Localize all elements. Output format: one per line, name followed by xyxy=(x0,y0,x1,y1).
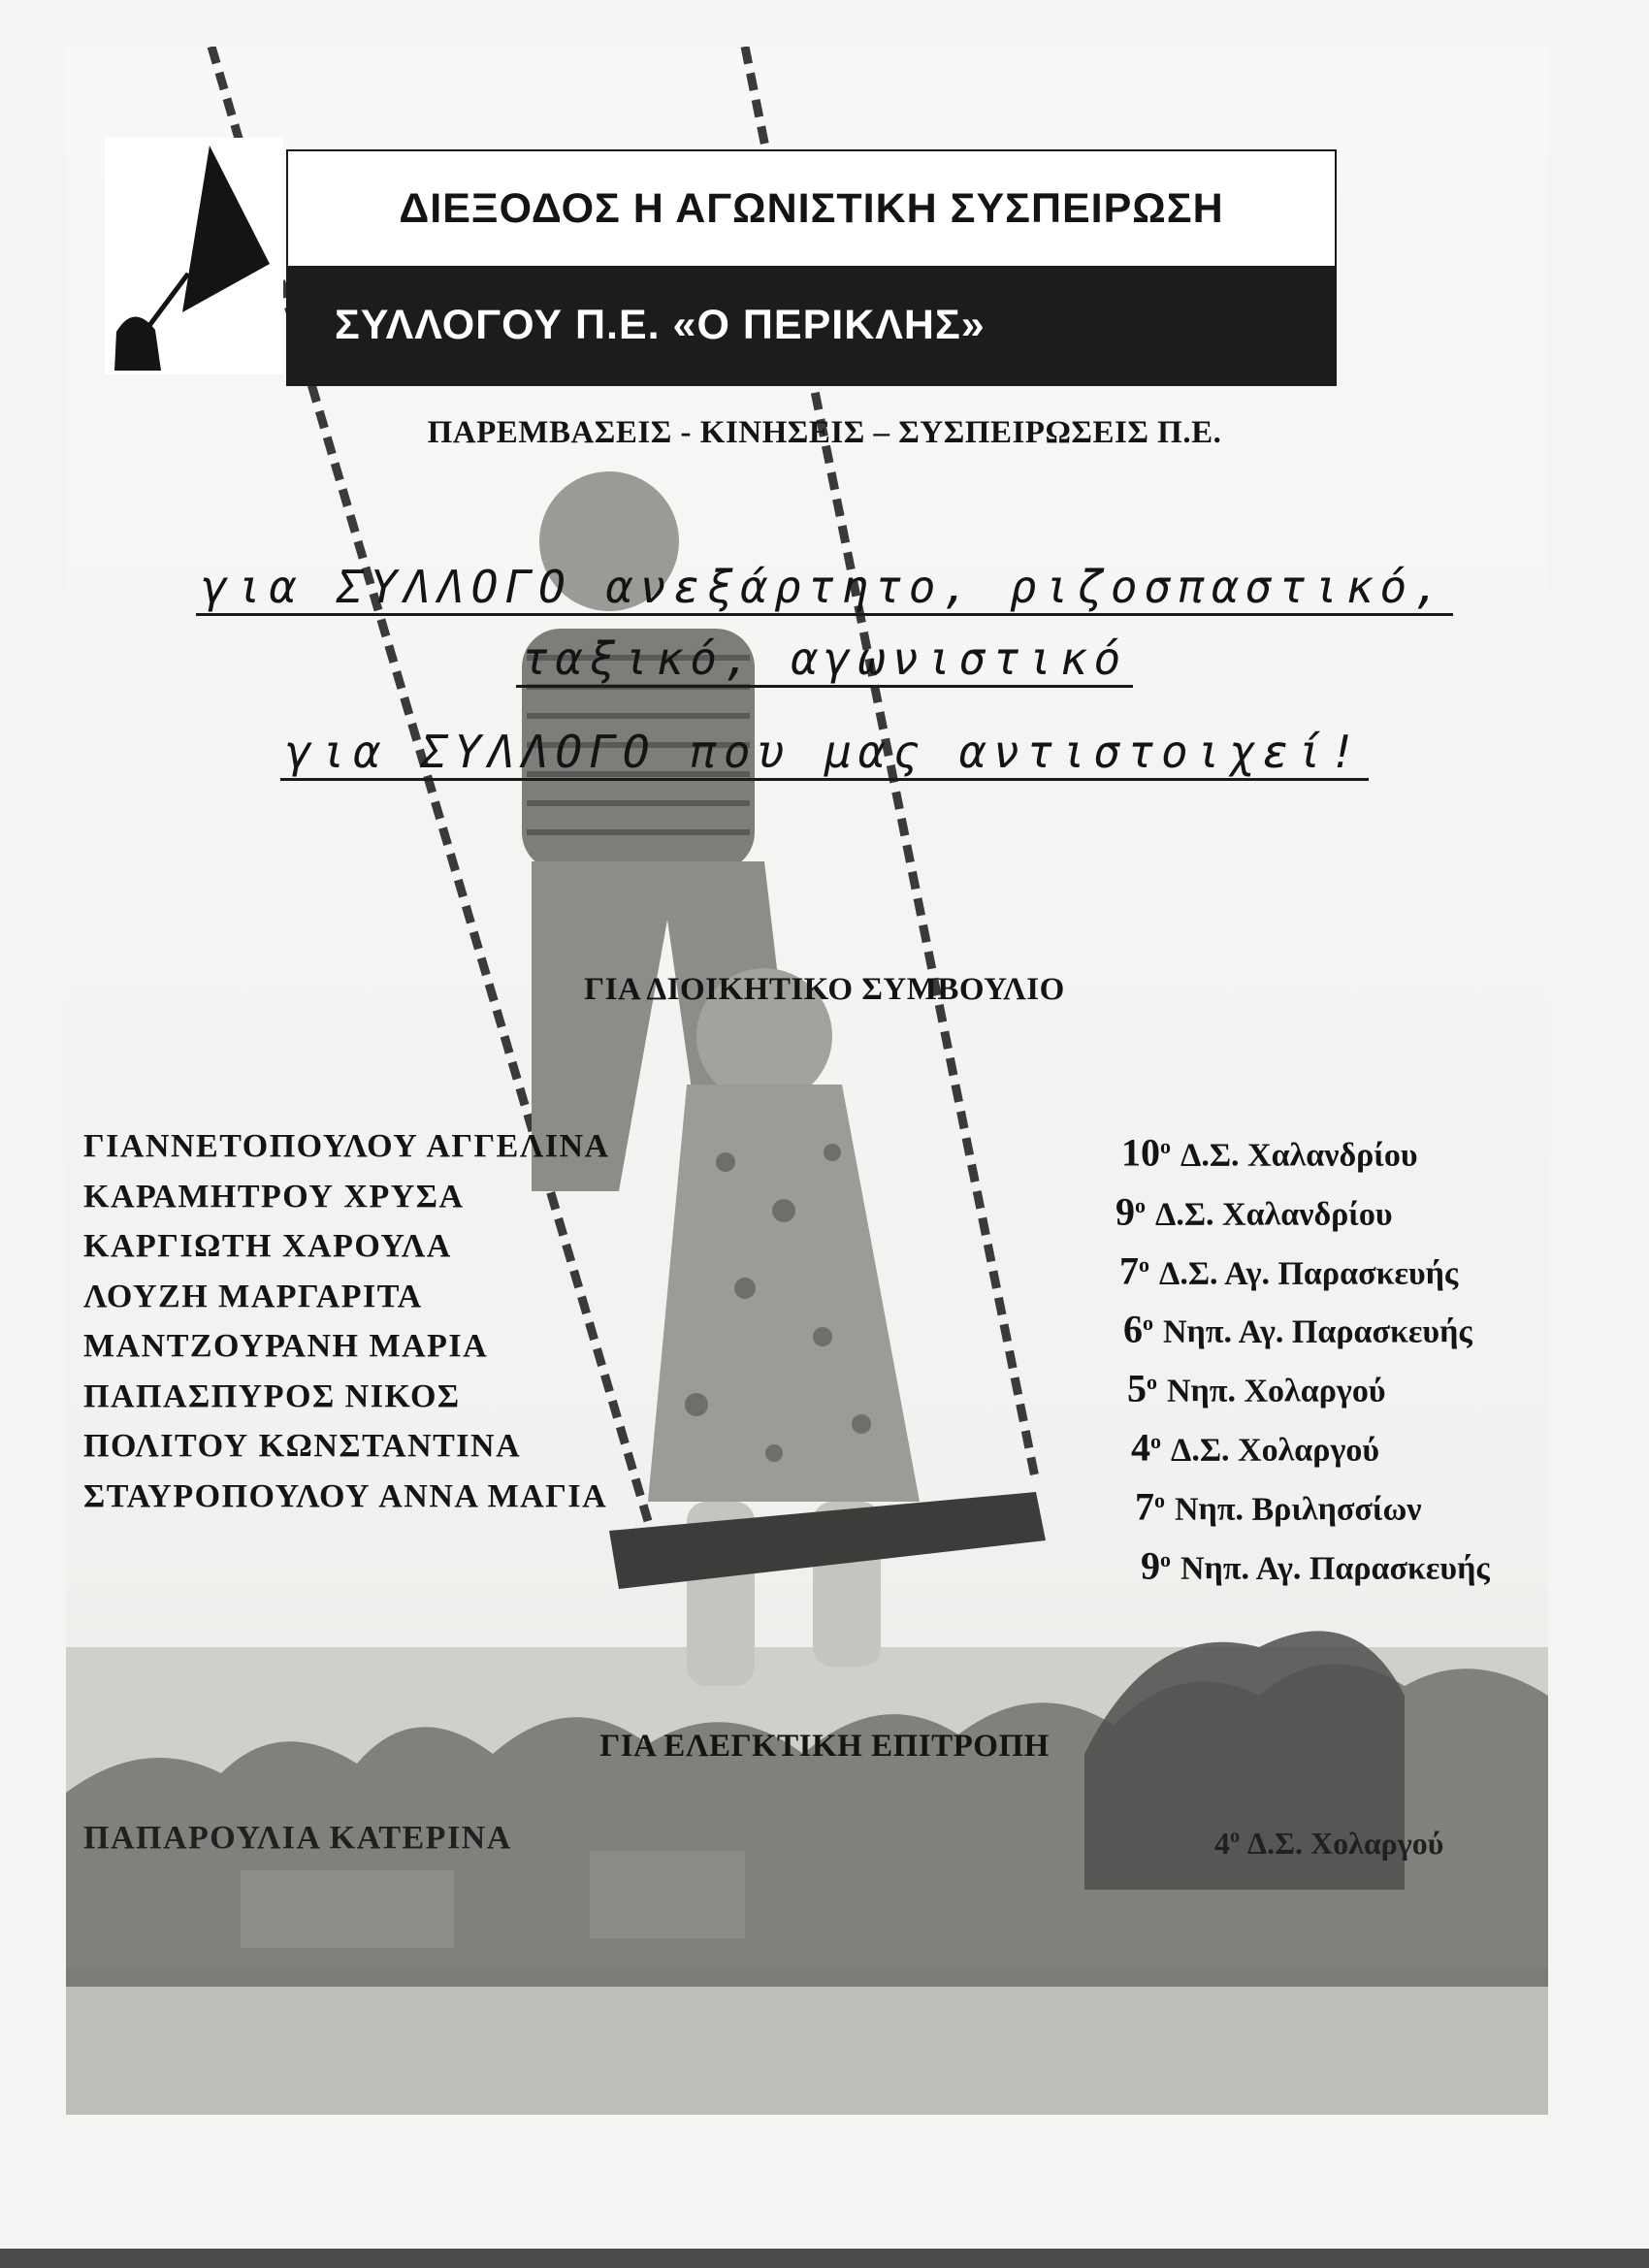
candidate-name: ΚΑΡΑΜΗΤΡΟΥ ΧΡΥΣΑ xyxy=(83,1178,465,1215)
groups-line: ΠΑΡΕΜΒΑΣΕΙΣ - ΚΙΝΗΣΕΙΣ – ΣΥΣΠΕΙΡΩΣΕΙΣ Π.Ε. xyxy=(427,415,1222,450)
board-names xyxy=(83,1121,610,1521)
school-name: Νηπ. Βριλησσίων xyxy=(1175,1491,1422,1528)
logo xyxy=(105,138,283,374)
candidate-school xyxy=(1106,1298,1490,1357)
candidate-school xyxy=(1106,1475,1490,1535)
candidate-school xyxy=(1106,1535,1490,1594)
candidate-name: ΓΙΑΝΝΕΤΟΠΟΥΛΟΥ ΑΓΓΕΛΙΝΑ xyxy=(83,1128,610,1164)
ordinal-mark: ο xyxy=(1147,1370,1157,1395)
title-line-1: ΔΙΕΞΟΔΟΣ Η ΑΓΩΝΙΣΤΙΚΗ ΣΥΣΠΕΙΡΩΣΗ xyxy=(399,184,1224,232)
school-name: Νηπ. Αγ. Παρασκευής xyxy=(1180,1550,1490,1587)
slogan-text-3: για ΣΥΛΛΟΓΟ που μας αντιστοιχεί! xyxy=(280,726,1369,781)
candidate-school xyxy=(1106,1416,1490,1475)
school-number: 7 xyxy=(1135,1484,1154,1529)
school-number: 10 xyxy=(1121,1130,1160,1175)
school-number: 5 xyxy=(1127,1366,1147,1410)
candidate-name: ΛΟΥΖΗ ΜΑΡΓΑΡΙΤΑ xyxy=(83,1278,423,1314)
slogan-line-2 xyxy=(0,632,1649,685)
scan-edge xyxy=(0,2249,1649,2268)
ordinal-mark: ο xyxy=(1154,1487,1165,1512)
ordinal-mark: ο xyxy=(1143,1311,1153,1336)
school-name: Νηπ. Χολαργού xyxy=(1167,1373,1386,1409)
school-number: 6 xyxy=(1123,1307,1143,1351)
title-line-2: ΣΥΛΛΟΓΟΥ Π.Ε. «Ο ΠΕΡΙΚΛΗΣ» xyxy=(288,266,1335,384)
school-number: 7 xyxy=(1119,1247,1139,1292)
school-name: Δ.Σ. Χαλανδρίου xyxy=(1180,1137,1418,1174)
candidate-name: ΠΟΛΙΤΟΥ ΚΩΝΣΤΑΝΤΙΝΑ xyxy=(83,1428,522,1464)
candidate-name: ΚΑΡΓΙΩΤΗ ΧΑΡΟΥΛΑ xyxy=(83,1228,452,1264)
board-heading: ΓΙΑ ΔΙΟΙΚΗΤΙΚΟ ΣΥΜΒΟΥΛΙΟ xyxy=(584,972,1065,1007)
ordinal-mark: ο xyxy=(1150,1429,1161,1454)
candidate-school xyxy=(1106,1357,1490,1416)
title-box xyxy=(286,149,1337,386)
slogan-text-2: ταξικό, αγωνιστικό xyxy=(516,632,1134,688)
ordinal-mark: ο xyxy=(1139,1251,1149,1277)
school-name: Δ.Σ. Χολαργού xyxy=(1247,1826,1444,1861)
school-name: Δ.Σ. Αγ. Παρασκευής xyxy=(1159,1254,1459,1291)
school-number: 9 xyxy=(1116,1189,1135,1234)
slogan-line-3 xyxy=(0,726,1649,778)
school-number: 4 xyxy=(1131,1425,1150,1470)
candidate-name: ΜΑΝΤΖΟΥΡΑΝΗ ΜΑΡΙΑ xyxy=(83,1328,489,1364)
school-name: Νηπ. Αγ. Παρασκευής xyxy=(1163,1313,1472,1350)
ordinal-mark: ο xyxy=(1230,1826,1240,1848)
audit-candidate-name: ΠΑΠΑΡΟΥΛΙΑ ΚΑΤΕΡΙΝΑ xyxy=(83,1820,512,1856)
school-name: Δ.Σ. Χαλανδρίου xyxy=(1155,1196,1393,1233)
candidate-name: ΣΤΑΥΡΟΠΟΥΛΟΥ ΑΝΝΑ ΜΑΓΙΑ xyxy=(83,1477,608,1514)
candidate-school xyxy=(1106,1121,1490,1181)
candidate-name: ΠΑΠΑΣΠΥΡΟΣ ΝΙΚΟΣ xyxy=(83,1377,461,1414)
board-schools xyxy=(1106,1121,1490,1594)
flag-icon xyxy=(105,138,283,374)
school-name: Δ.Σ. Χολαργού xyxy=(1171,1432,1380,1469)
candidate-school xyxy=(1106,1240,1490,1299)
slogan-text-1: για ΣΥΛΛΟΓΟ ανεξάρτητο, ριζοσπαστικό, xyxy=(196,561,1453,616)
slogan-line-1 xyxy=(0,561,1649,613)
audit-heading: ΓΙΑ ΕΛΕΓΚΤΙΚΗ ΕΠΙΤΡΟΠΗ xyxy=(599,1729,1050,1764)
ordinal-mark: ο xyxy=(1160,1546,1171,1571)
school-number: 4 xyxy=(1214,1826,1230,1861)
ordinal-mark: ο xyxy=(1160,1134,1171,1158)
school-number: 9 xyxy=(1141,1543,1160,1588)
candidate-school xyxy=(1106,1181,1490,1240)
audit-candidate-school xyxy=(1214,1826,1443,1862)
ordinal-mark: ο xyxy=(1135,1192,1146,1217)
